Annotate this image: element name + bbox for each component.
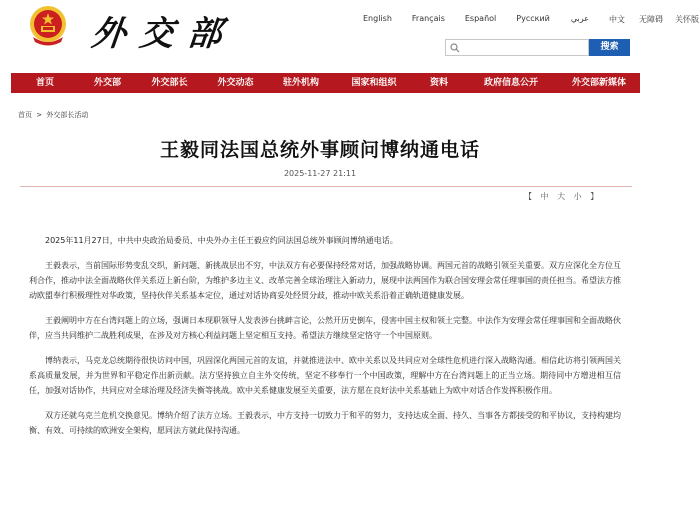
- article-body: [29, 233, 621, 448]
- article-date: 2025-11-27 21:11: [283, 169, 357, 178]
- article-title: 王毅同法国总统外事顾问博纳通电话: [159, 139, 480, 161]
- lang-chinese[interactable]: 中文: [608, 15, 625, 24]
- search-button[interactable]: 搜索: [589, 39, 630, 56]
- font-size-medium-button[interactable]: 中: [540, 192, 549, 201]
- article-paragraph: 博纳表示，马克龙总统期待很快访问中国，巩固深化两国元首的友谊，并就推进法中、欧中关系以及共同应对全球性危机进行深入战略沟通。相信此访将引领两国关系高质量发展，并为世界和平稳定作出新贡献。法方坚持独立自主外交传统，坚定不移奉行一个中国政策，理解中方在台湾问题上的正当立场。期待同中方增进相互信任，加强对话协作，共同应对全球治理及经济失衡等挑战。欧中关系健康发展至关重要，法方愿在良好法中关系基础上为欧中对话合作发挥积极作用。: [29, 356, 621, 395]
- search-input[interactable]: [462, 46, 587, 60]
- lang-russian[interactable]: Русский: [516, 14, 550, 23]
- language-bar: [363, 14, 699, 25]
- article-paragraph: 双方还就乌克兰危机交换意见。博纳介绍了法方立场。王毅表示，中方支持一切致力于和平的努力，支持达成全面、持久、当事各方都接受的和平协议，支持构建均衡、有效、可持续的欧洲安全架构，愿同法方就此保持沟通。: [29, 411, 621, 435]
- nav-item-ministry[interactable]: 外交部: [93, 78, 121, 88]
- nav-item-home[interactable]: 首页: [35, 78, 54, 88]
- national-emblem-icon[interactable]: [28, 5, 68, 47]
- lang-english[interactable]: English: [363, 14, 392, 23]
- lang-spanish[interactable]: Español: [464, 14, 497, 23]
- accessibility-link[interactable]: 无障碍: [638, 15, 663, 24]
- lang-french[interactable]: Français: [411, 14, 445, 23]
- title-divider: [20, 186, 632, 187]
- main-nav: [11, 73, 640, 93]
- nav-item-minister[interactable]: 外交部长: [151, 78, 188, 88]
- search-box: [445, 39, 589, 56]
- font-bracket-close: 】: [590, 192, 599, 201]
- font-bracket-open: 【: [524, 192, 532, 201]
- font-size-controls: [521, 191, 601, 202]
- breadcrumb-separator: >: [36, 111, 43, 119]
- font-size-small-button[interactable]: 小: [573, 192, 582, 201]
- nav-item-resources[interactable]: 资料: [429, 78, 448, 88]
- article-paragraph: 2025年11月27日，中共中央政治局委员、中央外办主任王毅应约同法国总统外事顾问博纳通电话。: [45, 236, 398, 245]
- care-mode-link[interactable]: 关怀版: [674, 15, 699, 24]
- site-logo-text[interactable]: 外交部: [89, 14, 238, 54]
- nav-item-new-media[interactable]: 外交部新媒体: [571, 78, 626, 88]
- site-header: [0, 0, 699, 70]
- article-paragraph: 王毅阐明中方在台湾问题上的立场，强调日本现职领导人发表涉台挑衅言论，公然开历史倒车，侵害中国主权和领土完整。中法作为安理会常任理事国和全面战略伙伴，应当共同维护二战胜利成果，在涉及对方核心利益问题上坚定相互支持。希望法方继续坚定恪守一个中国原则。: [29, 316, 621, 340]
- nav-item-diplomatic-news[interactable]: 外交动态: [217, 78, 254, 88]
- search-icon: [450, 43, 460, 53]
- breadcrumb-home[interactable]: 首页: [18, 111, 32, 119]
- lang-arabic[interactable]: عربي: [570, 14, 589, 23]
- font-size-large-button[interactable]: 大: [557, 192, 566, 201]
- breadcrumb-section[interactable]: 外交部长活动: [46, 111, 89, 119]
- nav-item-countries-orgs[interactable]: 国家和组织: [351, 78, 397, 88]
- nav-item-gov-info[interactable]: 政府信息公开: [483, 78, 538, 88]
- article-paragraph: 王毅表示，当前国际形势变乱交织，新问题、新挑战层出不穷，中法双方有必要保持经常对话，加强战略协调。两国元首的战略引领至关重要。双方应深化全方位互利合作，推动中法全面战略伙伴关系迈上新台阶，为维护多边主义、改革完善全球治理注入新动力，展现中法两国作为联合国安理会常任理事国的责任担当。希望法方推动欧盟奉行积极理性对华政策，坚持伙伴关系基本定位，通过对话协商妥处经贸分歧，推动中欧关系沿着正确轨道健康发展。: [29, 261, 621, 300]
- nav-item-missions-abroad[interactable]: 驻外机构: [282, 78, 319, 88]
- breadcrumb: [18, 110, 88, 120]
